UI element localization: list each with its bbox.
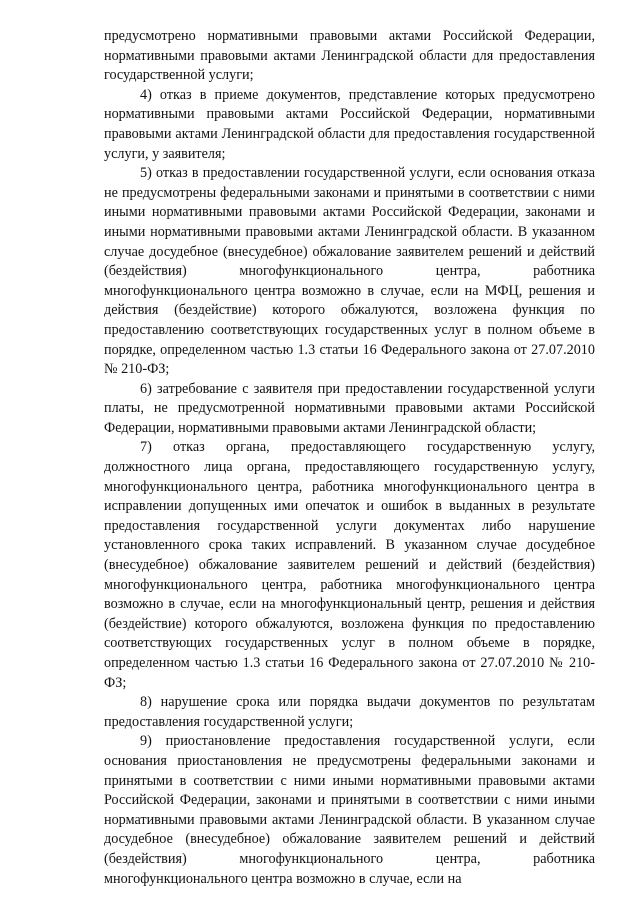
paragraph-item-6: 6) затребование с заявителя при предоставлении государственной услуги платы, не предусмотренной нормативными правовыми актами Российской Федерации, нормативными правовыми актами Ленинградской области; <box>104 380 595 436</box>
paragraph-item-8: 8) нарушение срока или порядка выдачи документов по результатам предоставления государственной услуги; <box>104 694 595 730</box>
paragraph-item-9: 9) приостановление предоставления государственной услуги, если основания приостановления не предусмотрены федеральными законами и принятыми в соответствии с ними иными нормативными правовыми актами Российской Федерации, законами и принятыми в соответствии с ними иными нормативными правовыми актами Ленинградской области. В указанном случае досудебное (внесудебное) обжалование заявителем решений и действий (бездействия) многофункционального центра, работника многофункционального центра возможно в случае, если на <box>104 733 595 887</box>
paragraph-continuation: предусмотрено нормативными правовыми актами Российской Федерации, нормативными правовыми актами Ленинградской области для предоставления государственной услуги; <box>104 28 595 84</box>
paragraph-item-4: 4) отказ в приеме документов, представление которых предусмотрено нормативными правовыми актами Российской Федерации, нормативными правовыми актами Ленинградской области для предоставления государственной услуги, у заявителя; <box>104 86 595 162</box>
paragraph-item-5: 5) отказ в предоставлении государственной услуги, если основания отказа не предусмотрены федеральными законами и принятыми в соответствии с ними иными нормативными правовыми актами Российской Федерации, законами и иными нормативными правовыми актами Ленинградской области. В указанном случае досудебное (внесудебное) обжалование заявителем решений и действий (бездействия) многофункционального центра, работника многофункционального центра возможно в случае, если на МФЦ, решения и действия (бездействие) которого обжалуются, возложена функция по предоставлению соответствующих государственных услуг в полном объеме в порядке, определенном частью 1.3 статьи 16 Федерального закона от 27.07.2010 № 210-ФЗ; <box>104 165 595 378</box>
paragraph-item-7: 7) отказ органа, предоставляющего государственную услугу, должностного лица органа, предоставляющего государственную услугу, многофункционального центра, работника многофункционального центра в исправлении допущенных ими опечаток и ошибок в выданных в результате предоставления государственной услуги документах либо нарушение установленного срока таких исправлений. В указанном случае досудебное (внесудебное) обжалование заявителем решений и действий (бездействия) многофункционального центра, работника многофункционального центра возможно в случае, если на многофункциональный центр, решения и действия (бездействие) которого обжалуются, возложена функция по предоставлению соответствующих государственных услуг в полном объеме в порядке, определенном частью 1.3 статьи 16 Федерального закона от 27.07.2010 № 210-ФЗ; <box>104 439 595 691</box>
document-body <box>104 27 595 889</box>
